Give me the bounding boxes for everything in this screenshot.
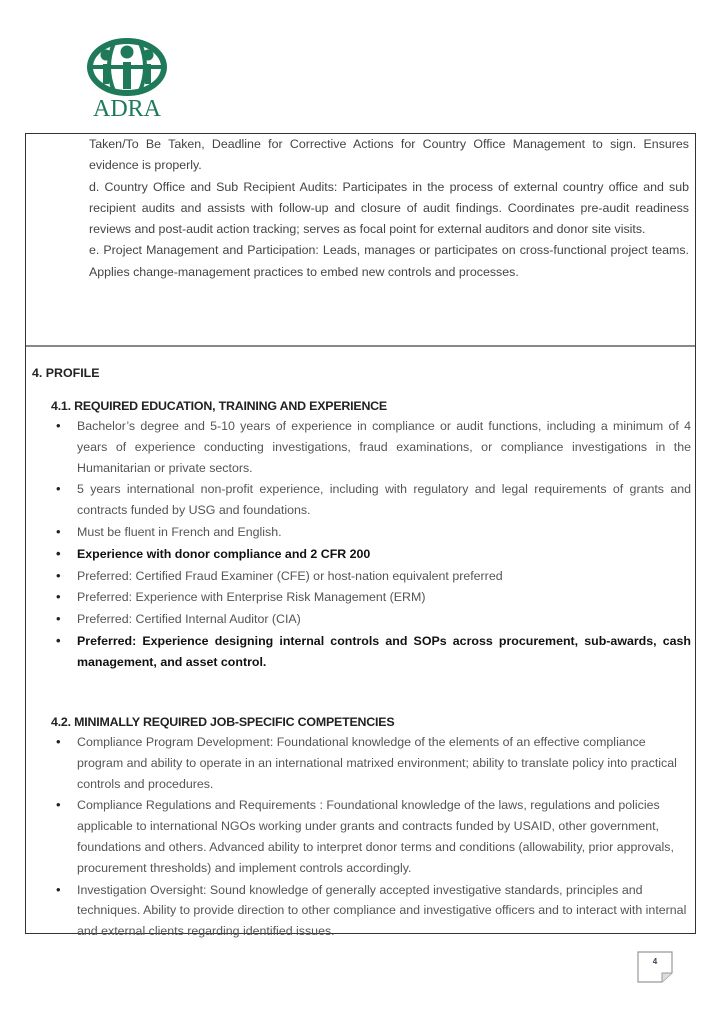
- paragraph: Taken/To Be Taken, Deadline for Corrective Actions for Country Office Management to sign. Ensures evidence is properly.: [89, 137, 689, 173]
- competencies-heading: 4.2. MINIMALLY REQUIRED JOB-SPECIFIC COMPETENCIES: [51, 715, 395, 729]
- page-number: 4: [652, 957, 658, 966]
- list-item: • Preferred: Experience designing internal controls and SOPs across procurement, sub-awards, cash management, and asset control.: [51, 631, 691, 673]
- list-item: • Bachelor’s degree and 5-10 years of experience in compliance or audit functions, including a minimum of 4 years of experience conducting investigations, fraud examinations, or compliance investigations in the Humanitarian or private sectors.: [51, 416, 691, 478]
- paragraph: d. Country Office and Sub Recipient Audits: Participates in the process of external country office and sub recipient audits and assists with follow-up and closure of audit findings. Coordinates pre-audit readiness reviews and post-audit action tracking; serves as focal point for external auditors and donor site visits.: [89, 179, 689, 237]
- education-list: [51, 416, 691, 674]
- list-item: • 5 years international non-profit experience, including with regulatory and legal requirements of grants and contracts funded by USG and foundations.: [51, 479, 691, 521]
- logo-text: ADRA: [92, 96, 161, 122]
- responsibilities-continued: [89, 134, 689, 283]
- page-curl-icon: [637, 951, 673, 983]
- adra-logo: [86, 38, 168, 126]
- table-row-divider: [26, 345, 695, 347]
- list-item: • Investigation Oversight: Sound knowledge of generally accepted investigative standards, principles and techniques. Ability to provide direction to other compliance and investigative officers and to interact with internal and external clients regarding identified issues.: [51, 880, 691, 942]
- education-heading: 4.1. REQUIRED EDUCATION, TRAINING AND EXPERIENCE: [51, 399, 387, 413]
- list-item: • Compliance Program Development: Foundational knowledge of the elements of an effective compliance program and ability to operate in an international matrixed environment; ability to translate policy into practical controls and procedures.: [51, 732, 691, 794]
- list-item: • Must be fluent in French and English.: [51, 522, 691, 543]
- list-item: • Experience with donor compliance and 2 CFR 200: [51, 544, 691, 565]
- paragraph: e. Project Management and Participation: Leads, manages or participates on cross-functional project teams. Applies change-management practices to embed new controls and processes.: [89, 243, 689, 279]
- list-item: • Preferred: Certified Fraud Examiner (CFE) or host-nation equivalent preferred: [51, 566, 691, 587]
- competencies-list: [51, 732, 691, 943]
- section-title-profile: 4. PROFILE: [32, 366, 100, 380]
- list-item: • Preferred: Certified Internal Auditor (CIA): [51, 609, 691, 630]
- list-item: • Preferred: Experience with Enterprise Risk Management (ERM): [51, 587, 691, 608]
- content-table: [25, 133, 696, 939]
- page-number-badge: [637, 951, 673, 983]
- list-item: • Compliance Regulations and Requirements : Foundational knowledge of the laws, regulations and policies applicable to international NGOs working under grants and contracts funded by USAID, other government, foundations and others. Advanced ability to interpret donor terms and conditions (allowability, prior approvals, procurement thresholds) and implement controls accordingly.: [51, 795, 691, 878]
- adra-globe-icon: [86, 38, 168, 96]
